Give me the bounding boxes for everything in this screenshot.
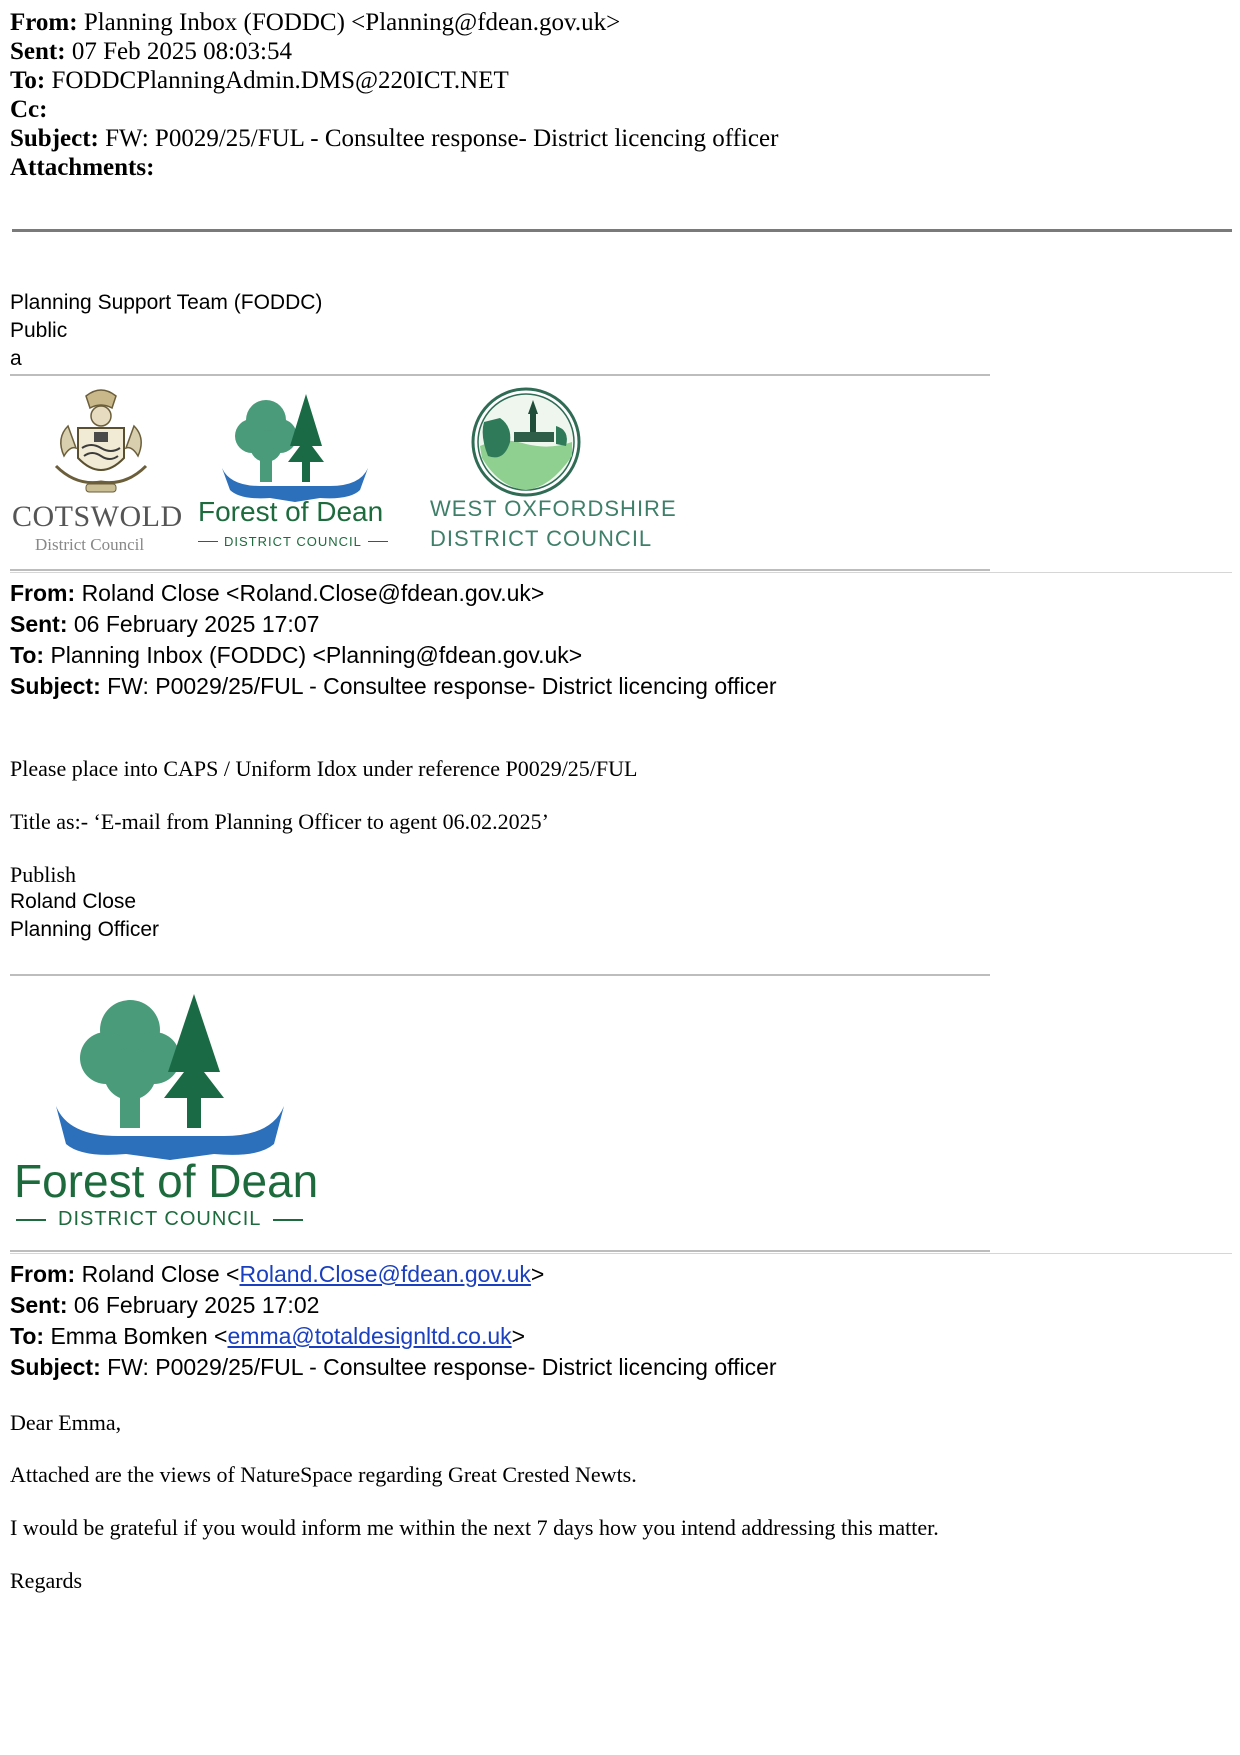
email1-subject-value: FW: P0029/25/FUL - Consultee response- District licencing officer xyxy=(107,673,777,699)
email1-sent-value: 06 February 2025 17:07 xyxy=(73,611,320,637)
email2-from-email-link[interactable]: Roland.Close@fdean.gov.uk xyxy=(239,1261,531,1287)
councils-logo-banner xyxy=(10,382,677,560)
outer-to-row xyxy=(10,66,778,95)
outer-cc-row xyxy=(10,95,778,124)
subject-label: Subject: xyxy=(10,125,99,152)
fod-large-name: Forest of Dean xyxy=(14,1155,319,1207)
email2-sent-value: 06 February 2025 17:02 xyxy=(73,1292,320,1318)
header-divider xyxy=(12,229,1232,232)
email1-body-line1: Please place into CAPS / Uniform Idox under reference P0029/25/FUL xyxy=(10,756,638,781)
email1-to-label: To: xyxy=(10,642,45,668)
email2-subject-row xyxy=(10,1352,777,1383)
email1-to-value: Planning Inbox (FODDC) <Planning@fdean.gov.uk> xyxy=(50,642,583,668)
banner-top-divider xyxy=(10,374,990,376)
fod-large-sub: DISTRICT COUNCIL xyxy=(58,1208,262,1230)
fod-large-logo xyxy=(10,982,330,1232)
email1-header xyxy=(10,578,777,702)
email2-to-label: To: xyxy=(10,1323,45,1349)
email1-body-line3: Publish xyxy=(10,862,77,887)
email2-from-close: > xyxy=(530,1261,545,1287)
email2-subject-label: Subject: xyxy=(10,1354,101,1380)
fod-small-sub: DISTRICT COUNCIL xyxy=(224,534,362,549)
intro-team: Planning Support Team (FODDC) xyxy=(10,291,323,314)
email2-to-close: > xyxy=(511,1323,526,1349)
intro-block xyxy=(10,289,322,373)
banner-bottom-divider xyxy=(10,569,990,571)
email1-top-divider xyxy=(10,572,1232,573)
fod-large-tree-icon xyxy=(54,988,286,1160)
email2-from-row xyxy=(10,1259,777,1290)
fod-small-name: Forest of Dean xyxy=(198,496,384,527)
cc-label: Cc: xyxy=(10,96,48,123)
email1-body-line2: Title as:- ‘E-mail from Planning Officer to agent 06.02.2025’ xyxy=(10,809,549,834)
email1-from-value: Roland Close <Roland.Close@fdean.gov.uk> xyxy=(81,580,545,606)
cotswold-crest-icon xyxy=(46,386,156,498)
email2-paragraph2: I would be grateful if you would inform me within the next 7 days how you intend addressing this matter. xyxy=(10,1515,939,1540)
email1-subject-row xyxy=(10,671,777,702)
outer-email-header xyxy=(10,8,778,182)
fod-small-sub-row xyxy=(198,534,388,549)
email2-to-email-link[interactable]: emma@totaldesignltd.co.uk xyxy=(227,1323,512,1349)
email2-sent-label: Sent: xyxy=(10,1292,68,1318)
subject-value: FW: P0029/25/FUL - Consultee response- District licencing officer xyxy=(105,125,779,152)
email1-sent-label: Sent: xyxy=(10,611,68,637)
to-label: To: xyxy=(10,67,46,94)
email2-subject-value: FW: P0029/25/FUL - Consultee response- District licencing officer xyxy=(107,1354,777,1380)
fod-tree-icon xyxy=(220,390,370,502)
email2-greeting: Dear Emma, xyxy=(10,1410,122,1435)
cotswold-sub: District Council xyxy=(35,535,145,554)
outer-subject-row xyxy=(10,124,778,153)
logo-bottom-divider xyxy=(10,1250,990,1252)
sent-label: Sent: xyxy=(10,38,66,65)
outer-from-row xyxy=(10,8,778,37)
from-value: Planning Inbox (FODDC) <Planning@fdean.gov.uk> xyxy=(83,9,621,36)
cotswold-name: COTSWOLD xyxy=(12,500,183,533)
wo-name: WEST OXFORDSHIRE xyxy=(430,496,677,521)
email2-from-label: From: xyxy=(10,1261,76,1287)
email1-to-row xyxy=(10,640,777,671)
west-oxfordshire-emblem-icon xyxy=(470,386,582,498)
email2-sent-row xyxy=(10,1290,777,1321)
wo-sub: DISTRICT COUNCIL xyxy=(430,526,653,551)
signature-name: Roland Close xyxy=(10,890,137,913)
email2-header xyxy=(10,1259,777,1383)
signature-title: Planning Officer xyxy=(10,918,160,941)
email2-closing: Regards xyxy=(10,1568,83,1593)
fod-large-sub-row xyxy=(16,1208,316,1231)
to-value: FODDCPlanningAdmin.DMS@220ICT.NET xyxy=(51,67,509,94)
email2-top-divider xyxy=(10,1253,1232,1254)
sent-value: 07 Feb 2025 08:03:54 xyxy=(71,38,292,65)
outer-sent-row xyxy=(10,37,778,66)
email1-subject-label: Subject: xyxy=(10,673,101,699)
email2-to-name: Emma Bomken < xyxy=(50,1323,228,1349)
email2-to-row xyxy=(10,1321,777,1352)
intro-extra: a xyxy=(10,347,22,370)
email1-from-row xyxy=(10,578,777,609)
attachments-label: Attachments: xyxy=(10,154,155,181)
email1-from-label: From: xyxy=(10,580,76,606)
email1-signature xyxy=(10,888,159,944)
outer-attachments-row xyxy=(10,153,778,182)
from-label: From: xyxy=(10,9,78,36)
email2-paragraph1: Attached are the views of NatureSpace regarding Great Crested Newts. xyxy=(10,1462,637,1487)
email2-from-name: Roland Close < xyxy=(81,1261,240,1287)
intro-classification: Public xyxy=(10,319,68,342)
email1-sent-row xyxy=(10,609,777,640)
signature-divider xyxy=(10,974,990,976)
